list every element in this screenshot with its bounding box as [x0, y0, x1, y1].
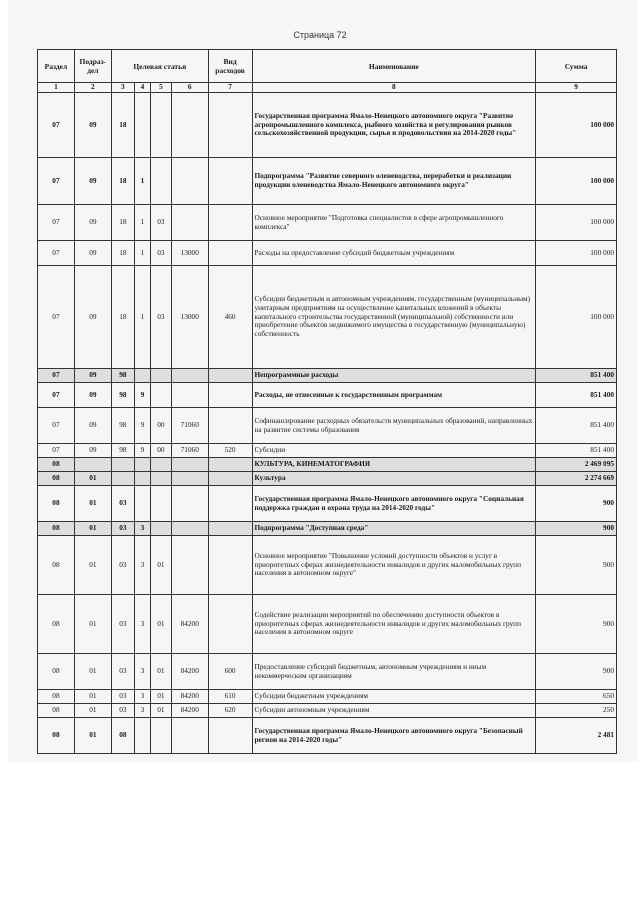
- cell-naimenovanie: Субсидии бюджетным учреждениям: [252, 690, 536, 704]
- cell-razdel: 08: [38, 595, 75, 654]
- cell-target-5: [151, 383, 172, 408]
- cell-podrazdel: 01: [74, 718, 111, 754]
- cell-vid-rashodov: [208, 158, 252, 205]
- cell-target-4: 1: [134, 266, 150, 369]
- cell-naimenovanie: Содействие реализации мероприятий по обеспечению доступности объектов в приоритетных сферах жизнедеятельности инвалидов и других маломобильных групп населения в автономном округе: [252, 595, 536, 654]
- cell-target-3: 03: [111, 595, 134, 654]
- column-number: 7: [208, 83, 252, 93]
- cell-target-5: [151, 158, 172, 205]
- cell-naimenovanie: Непрограммные расходы: [252, 369, 536, 383]
- cell-target-6: [171, 369, 208, 383]
- cell-podrazdel: 01: [74, 654, 111, 690]
- cell-razdel: 08: [38, 472, 75, 486]
- cell-target-4: [134, 486, 150, 522]
- table-row: [38, 408, 617, 444]
- cell-podrazdel: 09: [74, 369, 111, 383]
- cell-target-4: 9: [134, 444, 150, 458]
- cell-target-4: [134, 472, 150, 486]
- column-number: 4: [134, 83, 150, 93]
- cell-vid-rashodov: [208, 486, 252, 522]
- column-number: 8: [252, 83, 536, 93]
- header-naimenovanie: Наименование: [252, 50, 536, 83]
- cell-summa: 900: [536, 654, 617, 690]
- cell-razdel: 07: [38, 205, 75, 241]
- cell-summa: 851 400: [536, 383, 617, 408]
- cell-target-6: [171, 718, 208, 754]
- cell-target-6: 84200: [171, 654, 208, 690]
- table-row: [38, 486, 617, 522]
- cell-podrazdel: 09: [74, 383, 111, 408]
- cell-vid-rashodov: [208, 595, 252, 654]
- cell-summa: 900: [536, 522, 617, 536]
- cell-target-6: 84200: [171, 690, 208, 704]
- cell-target-5: [151, 93, 172, 158]
- column-number: 3: [111, 83, 134, 93]
- cell-target-4: 3: [134, 690, 150, 704]
- cell-target-4: 3: [134, 536, 150, 595]
- cell-podrazdel: 01: [74, 536, 111, 595]
- cell-razdel: 07: [38, 383, 75, 408]
- cell-podrazdel: 09: [74, 266, 111, 369]
- cell-target-3: 98: [111, 444, 134, 458]
- cell-target-3: 03: [111, 536, 134, 595]
- cell-target-6: 71060: [171, 408, 208, 444]
- cell-target-3: [111, 472, 134, 486]
- cell-target-4: 3: [134, 595, 150, 654]
- cell-target-5: [151, 486, 172, 522]
- table-row: [38, 536, 617, 595]
- header-razdel: Раздел: [38, 50, 75, 83]
- cell-naimenovanie: Основное мероприятие "Повышение условий доступности объектов и услуг в приоритетных сферах жизнедеятельности инвалидов и других маломобильных групп населения в автономном округе": [252, 536, 536, 595]
- cell-target-5: [151, 522, 172, 536]
- cell-podrazdel: 09: [74, 93, 111, 158]
- cell-naimenovanie: Субсидии бюджетным и автономным учреждениям, государственным (муниципальным) унитарным предприятиям на осуществление капитальных вложений в объекты капитального строительства государственной (муниципальной) собственности или приобретение объектов недвижимого имущества в государственную (муниципальную) собственность: [252, 266, 536, 369]
- cell-podrazdel: 09: [74, 241, 111, 266]
- table-row: [38, 266, 617, 369]
- cell-target-5: 03: [151, 266, 172, 369]
- cell-target-4: 1: [134, 158, 150, 205]
- cell-target-3: 98: [111, 408, 134, 444]
- cell-target-4: 9: [134, 383, 150, 408]
- cell-razdel: 07: [38, 408, 75, 444]
- cell-target-6: 13000: [171, 266, 208, 369]
- cell-target-5: [151, 369, 172, 383]
- cell-naimenovanie: Предоставление субсидий бюджетным, автономным учреждениям и иным некоммерческим организациям: [252, 654, 536, 690]
- cell-target-4: 9: [134, 408, 150, 444]
- cell-podrazdel: [74, 458, 111, 472]
- table-row: [38, 522, 617, 536]
- cell-target-3: 18: [111, 205, 134, 241]
- cell-summa: 100 000: [536, 241, 617, 266]
- cell-target-3: 18: [111, 93, 134, 158]
- cell-target-5: 01: [151, 536, 172, 595]
- cell-target-6: 84200: [171, 595, 208, 654]
- cell-podrazdel: 09: [74, 408, 111, 444]
- table-row: [38, 690, 617, 704]
- cell-vid-rashodov: [208, 718, 252, 754]
- cell-razdel: 07: [38, 369, 75, 383]
- cell-summa: 100 000: [536, 93, 617, 158]
- cell-target-6: [171, 383, 208, 408]
- cell-summa: 2 481: [536, 718, 617, 754]
- cell-target-5: [151, 458, 172, 472]
- header-row: [38, 50, 617, 83]
- cell-summa: 100 000: [536, 205, 617, 241]
- cell-razdel: 08: [38, 458, 75, 472]
- header-vid-rashodov: Вид расходов: [208, 50, 252, 83]
- cell-target-3: 08: [111, 718, 134, 754]
- cell-target-4: 1: [134, 241, 150, 266]
- cell-vid-rashodov: [208, 522, 252, 536]
- cell-summa: 2 469 095: [536, 458, 617, 472]
- cell-razdel: 08: [38, 704, 75, 718]
- cell-target-5: 00: [151, 408, 172, 444]
- table-row: [38, 93, 617, 158]
- cell-vid-rashodov: [208, 369, 252, 383]
- cell-podrazdel: 09: [74, 444, 111, 458]
- cell-vid-rashodov: 460: [208, 266, 252, 369]
- cell-target-6: [171, 522, 208, 536]
- cell-naimenovanie: Основное мероприятие "Подготовка специалистов в сфере агропромышленного комплекса": [252, 205, 536, 241]
- cell-vid-rashodov: 520: [208, 444, 252, 458]
- cell-target-5: 01: [151, 690, 172, 704]
- cell-razdel: 08: [38, 522, 75, 536]
- cell-podrazdel: 01: [74, 486, 111, 522]
- cell-summa: 650: [536, 690, 617, 704]
- cell-razdel: 08: [38, 690, 75, 704]
- cell-target-3: 03: [111, 654, 134, 690]
- cell-target-4: [134, 718, 150, 754]
- table-body: [38, 93, 617, 754]
- cell-target-4: 3: [134, 522, 150, 536]
- cell-target-4: [134, 458, 150, 472]
- cell-target-3: 18: [111, 241, 134, 266]
- cell-razdel: 07: [38, 158, 75, 205]
- cell-target-4: [134, 369, 150, 383]
- cell-razdel: 08: [38, 654, 75, 690]
- cell-razdel: 07: [38, 266, 75, 369]
- table-row: [38, 369, 617, 383]
- cell-target-4: 1: [134, 205, 150, 241]
- cell-naimenovanie: Расходы на предоставление субсидий бюджетным учреждениям: [252, 241, 536, 266]
- column-number: 2: [74, 83, 111, 93]
- cell-target-6: [171, 458, 208, 472]
- table-row: [38, 718, 617, 754]
- cell-summa: 2 274 669: [536, 472, 617, 486]
- cell-vid-rashodov: [208, 408, 252, 444]
- cell-vid-rashodov: [208, 93, 252, 158]
- cell-naimenovanie: Государственная программа Ямало-Ненецкого автономного округа "Безопасный регион на 2014-2020 годы": [252, 718, 536, 754]
- cell-razdel: 07: [38, 93, 75, 158]
- cell-target-3: 18: [111, 266, 134, 369]
- cell-vid-rashodov: [208, 383, 252, 408]
- cell-target-3: 03: [111, 690, 134, 704]
- table-row: [38, 241, 617, 266]
- cell-naimenovanie: Субсидии автономным учреждениям: [252, 704, 536, 718]
- cell-target-6: 71060: [171, 444, 208, 458]
- cell-naimenovanie: КУЛЬТУРА, КИНЕМАТОГРАФИЯ: [252, 458, 536, 472]
- table-row: [38, 383, 617, 408]
- cell-vid-rashodov: [208, 205, 252, 241]
- budget-table: [37, 49, 617, 754]
- cell-naimenovanie: Подпрограмма "Доступная среда": [252, 522, 536, 536]
- header-podrazdel: Подраз-дел: [74, 50, 111, 83]
- cell-razdel: 08: [38, 486, 75, 522]
- cell-razdel: 07: [38, 241, 75, 266]
- table-row: [38, 595, 617, 654]
- cell-naimenovanie: Расходы, не отнесенные к государственным программам: [252, 383, 536, 408]
- cell-target-3: 18: [111, 158, 134, 205]
- cell-summa: 900: [536, 595, 617, 654]
- cell-razdel: 07: [38, 444, 75, 458]
- cell-naimenovanie: Государственная программа Ямало-Ненецкого автономного округа "Развитие агропромышленного комплекса, рыбного хозяйства и регулирования рынков сельскохозяйственной продукции, сырья и продовольствия на 2014-2020 годы": [252, 93, 536, 158]
- cell-target-4: 3: [134, 654, 150, 690]
- cell-target-5: 03: [151, 241, 172, 266]
- page-label: Страница 72: [293, 30, 347, 40]
- cell-razdel: 08: [38, 718, 75, 754]
- cell-podrazdel: 09: [74, 158, 111, 205]
- cell-summa: 100 000: [536, 266, 617, 369]
- cell-vid-rashodov: 600: [208, 654, 252, 690]
- cell-target-5: 03: [151, 205, 172, 241]
- cell-podrazdel: 09: [74, 205, 111, 241]
- cell-vid-rashodov: 620: [208, 704, 252, 718]
- cell-summa: 900: [536, 486, 617, 522]
- cell-podrazdel: 01: [74, 595, 111, 654]
- cell-target-3: 98: [111, 369, 134, 383]
- cell-target-3: [111, 458, 134, 472]
- header-celevaya-statya: Целевая статья: [111, 50, 208, 83]
- cell-vid-rashodov: [208, 536, 252, 595]
- cell-podrazdel: 01: [74, 704, 111, 718]
- cell-razdel: 08: [38, 536, 75, 595]
- cell-target-6: [171, 158, 208, 205]
- cell-vid-rashodov: [208, 458, 252, 472]
- cell-target-5: 01: [151, 704, 172, 718]
- cell-summa: 851 400: [536, 408, 617, 444]
- cell-naimenovanie: Культура: [252, 472, 536, 486]
- cell-naimenovanie: Субсидии: [252, 444, 536, 458]
- cell-summa: 851 400: [536, 444, 617, 458]
- cell-naimenovanie: Софинансирование расходных обязательств муниципальных образований, направленных на развитие системы образования: [252, 408, 536, 444]
- cell-target-4: 3: [134, 704, 150, 718]
- cell-target-5: 00: [151, 444, 172, 458]
- cell-podrazdel: 01: [74, 472, 111, 486]
- cell-target-6: 13000: [171, 241, 208, 266]
- cell-vid-rashodov: [208, 241, 252, 266]
- cell-summa: 900: [536, 536, 617, 595]
- cell-naimenovanie: Подпрограмма "Развитие северного оленеводства, переработки и реализации продукции оленеводства Ямало-Ненецкого автономного округа": [252, 158, 536, 205]
- cell-summa: 100 000: [536, 158, 617, 205]
- cell-target-3: 98: [111, 383, 134, 408]
- cell-target-6: [171, 472, 208, 486]
- table-row: [38, 704, 617, 718]
- cell-podrazdel: 01: [74, 522, 111, 536]
- cell-target-5: 01: [151, 654, 172, 690]
- cell-naimenovanie: Государственная программа Ямало-Ненецкого автономного округа "Социальная поддержка граждан и охрана труда на 2014-2020 годы": [252, 486, 536, 522]
- column-number: 9: [536, 83, 617, 93]
- cell-target-6: [171, 536, 208, 595]
- cell-target-4: [134, 93, 150, 158]
- table-row: [38, 458, 617, 472]
- column-number: 1: [38, 83, 75, 93]
- cell-target-6: [171, 486, 208, 522]
- cell-target-6: [171, 93, 208, 158]
- table-row: [38, 205, 617, 241]
- table-row: [38, 158, 617, 205]
- cell-vid-rashodov: 610: [208, 690, 252, 704]
- cell-vid-rashodov: [208, 472, 252, 486]
- cell-target-6: [171, 205, 208, 241]
- table-row: [38, 472, 617, 486]
- cell-summa: 250: [536, 704, 617, 718]
- cell-target-5: [151, 472, 172, 486]
- cell-target-5: 01: [151, 595, 172, 654]
- column-number: 6: [171, 83, 208, 93]
- table-row: [38, 444, 617, 458]
- cell-target-3: 03: [111, 522, 134, 536]
- cell-target-5: [151, 718, 172, 754]
- table-row: [38, 654, 617, 690]
- header-summa: Сумма: [536, 50, 617, 83]
- cell-podrazdel: 01: [74, 690, 111, 704]
- cell-target-3: 03: [111, 704, 134, 718]
- cell-target-6: 84200: [171, 704, 208, 718]
- column-number-row: [38, 83, 617, 93]
- column-number: 5: [151, 83, 172, 93]
- cell-summa: 851 400: [536, 369, 617, 383]
- cell-target-3: 03: [111, 486, 134, 522]
